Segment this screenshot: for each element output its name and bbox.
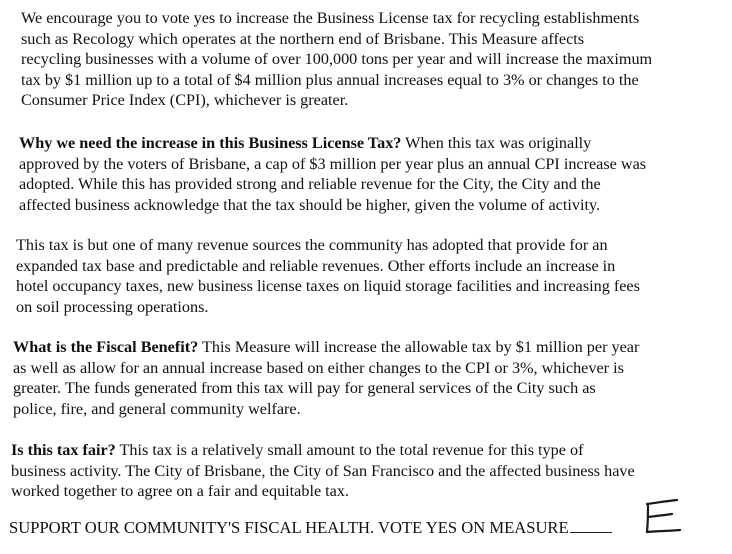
paragraph-why-increase (19, 133, 646, 215)
section-heading: What is the Fiscal Benefit? (13, 338, 199, 356)
text-line: police, fire, and general community welfare. (13, 399, 301, 418)
closing-statement (9, 518, 612, 539)
text-line: This tax is but one of many revenue sources the community has adopted that provide for an (16, 236, 608, 254)
paragraph-fiscal-benefit (13, 337, 639, 419)
paragraph-intro (21, 8, 652, 111)
section-heading: Is this tax fair? (11, 441, 116, 459)
text-line (11, 440, 635, 461)
handwritten-measure-letter (639, 498, 683, 538)
text-fragment: This tax is a relatively small amount to the total revenue for this type of (115, 441, 584, 459)
text-line: approved by the voters of Brisbane, a cap of $3 million per year plus an annual CPI increase was (19, 154, 647, 173)
text-line: hotel occupancy taxes, new business license taxes on liquid storage facilities and increasing fees (16, 277, 640, 295)
text-line (19, 133, 646, 154)
measure-blank (570, 518, 612, 533)
paragraph-revenue-sources (16, 235, 640, 317)
section-heading: Why we need the increase in this Business License Tax? (19, 134, 402, 152)
text-line: business activity. The City of Brisbane, the City of San Francisco and the affected business have (11, 461, 635, 480)
closing-text: SUPPORT OUR COMMUNITY'S FISCAL HEALTH. VOTE YES ON MEASURE (9, 518, 569, 537)
text-fragment: This Measure will increase the allowable tax by $1 million per year (198, 338, 640, 356)
text-line: Consumer Price Index (CPI), whichever is greater. (21, 91, 349, 109)
text-line: greater. The funds generated from this tax will pay for general services of the City such as (13, 379, 596, 397)
text-line: expanded tax base and predictable and reliable revenues. Other efforts include an increase in (16, 256, 616, 275)
text-line: affected business acknowledge that the tax should be higher, given the volume of activity. (19, 195, 601, 214)
text-line: on soil processing operations. (16, 297, 209, 316)
text-line: as well as allow for an annual increase based on either changes to the CPI or 3%, whichever is (13, 358, 624, 377)
text-fragment: When this tax was originally (401, 134, 592, 152)
text-line: recycling businesses with a volume of over 100,000 tons per year and will increase the maximum (21, 50, 653, 68)
text-line: such as Recology which operates at the northern end of Brisbane. This Measure affects (21, 29, 585, 48)
text-line: adopted. While this has provided strong and reliable revenue for the City, the City and the (19, 175, 601, 193)
text-line (13, 337, 639, 358)
text-line: worked together to agree on a fair and equitable tax. (11, 482, 349, 500)
paragraph-tax-fair (11, 440, 635, 502)
text-line: We encourage you to vote yes to increase the Business License tax for recycling establishments (21, 9, 640, 27)
text-line: tax by $1 million up to a total of $4 million plus annual increases equal to 3% or changes to the (21, 70, 639, 89)
